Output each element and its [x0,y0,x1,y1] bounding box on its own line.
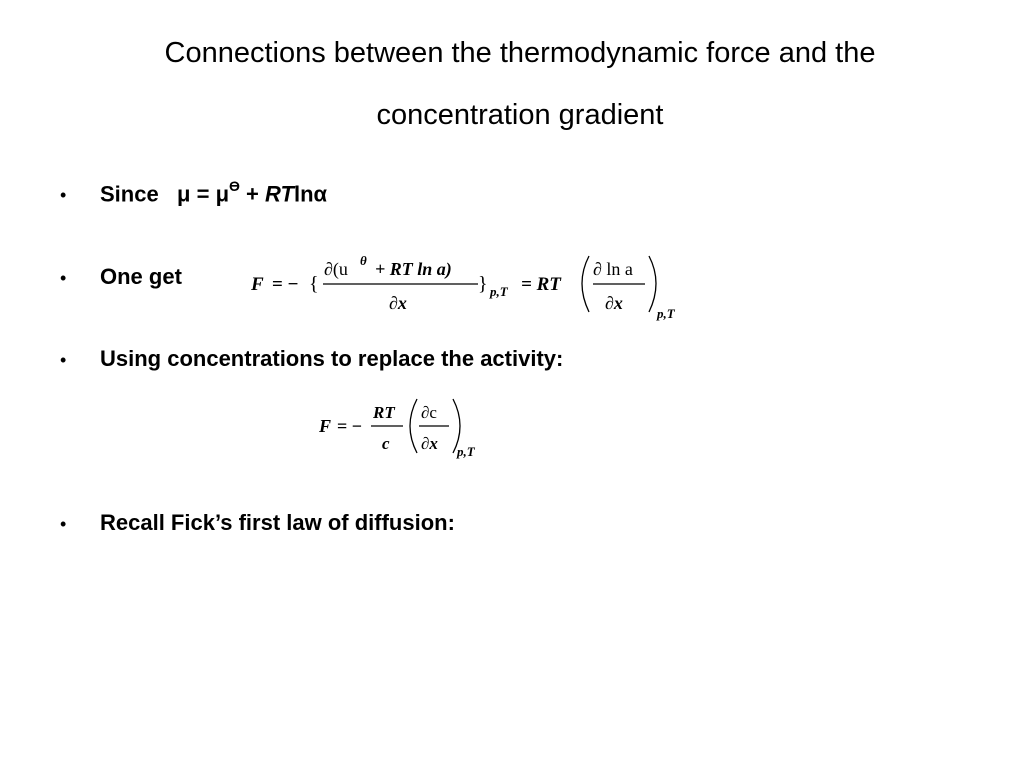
eq2-frac-denominator: c [382,434,390,453]
bullet-marker: • [60,268,67,288]
eq1-left-paren [582,256,589,312]
standard-state-symbol: ϴ [229,178,240,194]
eq2-paren-denominator: ∂x [421,434,438,453]
eq1-right-paren [649,256,656,312]
mu-expression: μ = μ [177,181,230,207]
eq1-subscript-2: p,T [657,306,675,321]
eq1-paren-numerator: ∂ ln a [593,259,633,279]
eq1-numerator-rest: + RT ln a) [375,259,452,279]
equation-force-activity-svg [245,248,695,323]
eq2-frac-numerator: RT [373,403,395,422]
ln-alpha-term: lnα [293,181,328,207]
eq1-brace-open: { [309,273,319,295]
eq1-paren-denominator: ∂x [605,293,623,313]
eq1-numerator-partial: ∂(u [324,259,348,279]
eq1-theta: θ [360,253,367,268]
bullet-since [60,180,327,207]
eq2-paren-numerator: ∂c [421,403,437,422]
bullet-using-concentrations [60,346,563,372]
bullet-marker: • [60,185,67,206]
bullet-using-concentrations-label: Using concentrations to replace the activity: [100,346,564,371]
bullet-recall-fick-label: Recall Fick’s first law of diffusion: [100,510,455,535]
eq1-brace-close: } [478,273,488,295]
eq1-lhs: F [251,274,264,295]
eq1-denominator: ∂x [389,293,407,313]
eq1-equals-rt: = RT [521,274,561,295]
plus-sign: + [239,181,266,207]
equation-force-activity [245,248,695,328]
slide-title [60,22,980,146]
equation-force-concentration-svg [315,393,495,465]
eq2-subscript: p,T [457,444,475,459]
bullet-recall-fick [60,510,455,536]
eq1-equals-minus: = − [272,274,299,295]
bullet-marker: • [60,350,67,370]
bullet-one-get-label: One get [100,264,182,289]
slide-title-line2: concentration gradient [376,99,664,131]
eq2-left-paren [410,399,417,453]
bullet-one-get [60,264,182,290]
equation-force-concentration [315,393,495,470]
eq2-equals-minus: = − [337,416,363,436]
eq1-subscript-1: p,T [490,284,508,299]
eq2-lhs: F [319,416,332,436]
slide-title-line1: Connections between the thermodynamic force and the [164,37,876,69]
bullet-marker: • [60,514,67,534]
rt-term: RT [265,181,294,207]
bullet-since-label: Since [100,181,159,207]
